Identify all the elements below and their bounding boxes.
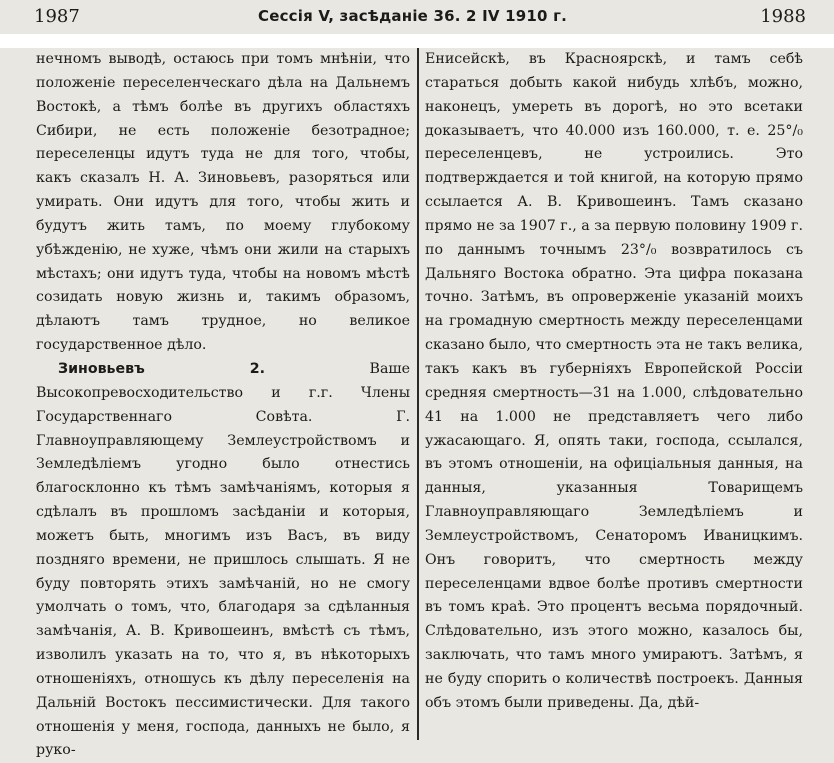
column-divider: [417, 48, 419, 740]
right-paragraph-1: Енисейскѣ, въ Красноярскѣ, и тамъ себѣ стараться добыть какой нибудь хлѣбъ, можно, наконецъ, умереть въ дорогѣ, но это всетаки доказываетъ, что 40.000 изъ 160.000, т. е. 25°/₀ переселенцевъ, не устроились. Это подтверждается и той книгой, на которую прямо ссылается А. В. Кривошеинъ. Тамъ сказано прямо не за 1907 г., а за первую половину 1909 г. по даннымъ точнымъ 23°/₀ возвратилось съ Дальняго Востока обратно. Эта цифра показана точно. Затѣмъ, въ опроверженіе указаній моихъ на громадную смертность между переселенцами сказано было, что смертность эта не такъ велика, такъ какъ въ губерніяхъ Европейской Россіи средняя смертность—31 на 1.000, слѣдовательно 41 на 1.000 не представляетъ чего либо ужасающаго. Я, опять таки, господа, ссылался, въ этомъ отношеніи, на офиціальныя данныя, на данныя, указанныя Товарищемъ Главноуправляющаго Земледѣліемъ и Землеустройствомъ, Сенаторомъ Иваницкимъ. Онъ говоритъ, что смертность между переселенцами вдвое болѣе противъ смертности въ томъ краѣ. Это процентъ весьма порядочный. Слѣдовательно, изъ этого можно, казалось бы, заключать, что тамъ много умираютъ. Затѣмъ, я не буду спорить о количествѣ построекъ. Данныя объ этомъ были приведены. Да, дѣй-: [425, 51, 803, 711]
speaker-name: Зиновьевъ 2.: [58, 360, 265, 377]
right-column: [425, 48, 803, 716]
left-paragraph-1: нечномъ выводѣ, остаюсь при томъ мнѣніи, что положеніе переселенческаго дѣла на Дальнемъ Востокѣ, а тѣмъ болѣе въ другихъ областяхъ Сибири, не есть положеніе безотрадное; переселенцы идутъ туда не для того, чтобы, какъ сказалъ Н. А. Зиновьевъ, разоряться или умирать. Они идутъ для того, чтобы жить и будутъ жить тамъ, по моему глубокому убѣжденію, не хуже, чѣмъ они жили на старыхъ мѣстахъ; они идутъ туда, чтобы на новомъ мѣстѣ созидать новую жизнь и, такимъ образомъ, дѣлаютъ тамъ трудное, но великое государственное дѣло.: [36, 51, 410, 354]
left-column: [36, 48, 410, 763]
speech-text: Ваше Высокопревосходительство и г.г. Члены Государственнаго Совѣта. Г. Главноуправляющему Землеустройствомъ и Земледѣліемъ угодно было отнестись благосклонно къ тѣмъ замѣчаніямъ, которыя я сдѣлалъ въ прошломъ засѣданіи и которыя, можетъ быть, многимъ изъ Васъ, въ виду поздняго времени, не пришлось слышать. Я не буду повторять этихъ замѣчаній, но не смогу умолчать о томъ, что, благодаря за сдѣланныя замѣчанія, А. В. Кривошеинъ, вмѣстѣ съ тѣмъ, изволилъ указать на то, что я, въ нѣкоторыхъ отношеніяхъ, отношусь къ дѣлу переселенія на Дальній Востокъ пессимистически. Для такого отношенія у меня, господа, данныхъ не было, я руко-: [36, 360, 410, 759]
left-paragraph-2: [36, 358, 410, 763]
page-header: [0, 0, 834, 34]
left-page-number: 1987: [34, 6, 80, 27]
right-page-number: 1988: [760, 6, 806, 27]
session-title: Сессія V, засѣданіе 36. 2 IV 1910 г.: [258, 7, 568, 25]
scan-gap: [0, 34, 834, 48]
